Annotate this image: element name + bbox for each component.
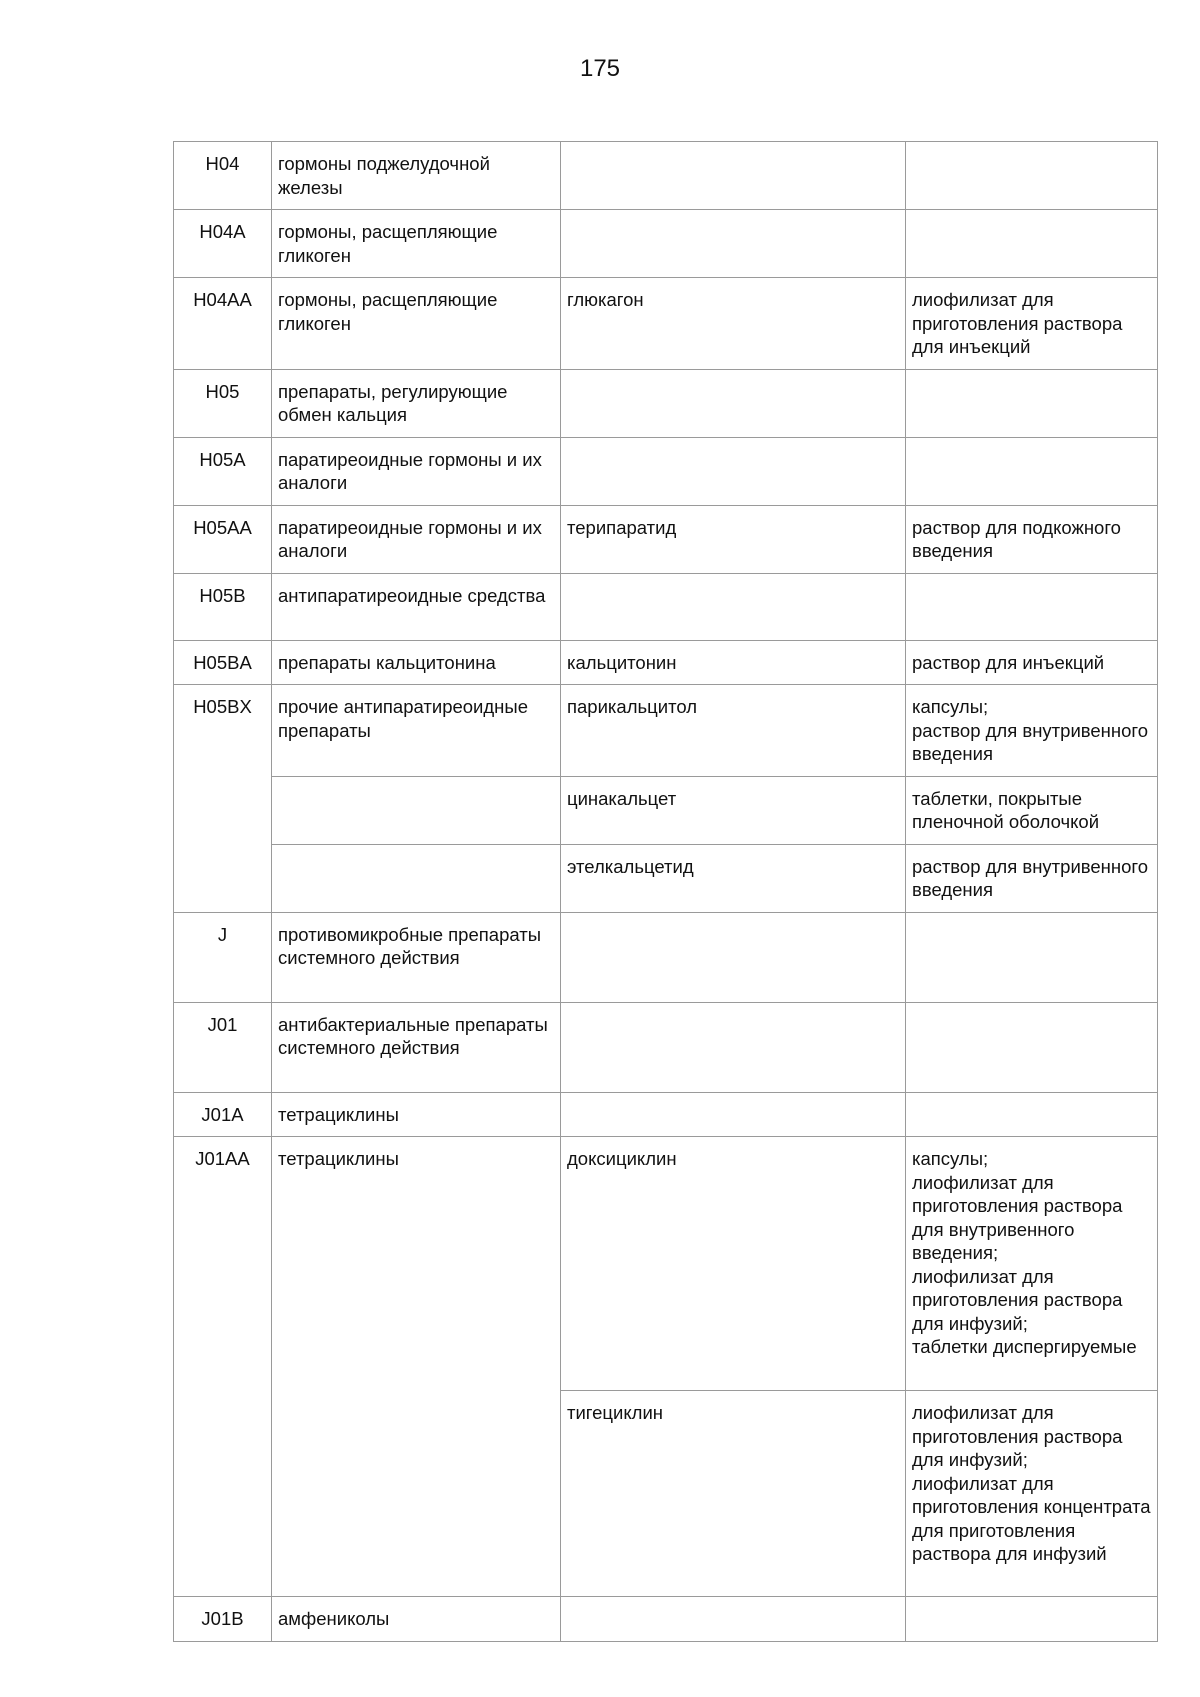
atc-code-cell: H05BA	[174, 640, 272, 685]
atc-code-cell: J01AA	[174, 1137, 272, 1597]
atc-code-cell: J01	[174, 1002, 272, 1092]
table-row	[174, 844, 1158, 912]
drug-name-cell: терипаратид	[561, 505, 906, 573]
table-row	[174, 505, 1158, 573]
drug-name-cell	[561, 369, 906, 437]
atc-code-cell: H05A	[174, 437, 272, 505]
drug-name-cell	[561, 1002, 906, 1092]
dosage-form-cell	[906, 142, 1158, 210]
group-name-cell: паратиреоидные гормоны и их аналоги	[272, 437, 561, 505]
group-name-cell	[272, 844, 561, 912]
drug-name-cell: парикальцитол	[561, 685, 906, 777]
dosage-form-cell	[906, 1597, 1158, 1642]
drug-name-cell	[561, 142, 906, 210]
dosage-form-cell: капсулы; раствор для внутривенного введения	[906, 685, 1158, 777]
atc-code-cell: J01A	[174, 1092, 272, 1137]
page-number: 175	[579, 55, 621, 82]
drug-name-cell: этелкальцетид	[561, 844, 906, 912]
group-name-cell: гормоны, расщепляющие гликоген	[272, 278, 561, 370]
group-name-cell: прочие антипаратиреоидные препараты	[272, 685, 561, 777]
atc-code-cell: H04A	[174, 210, 272, 278]
dosage-form-cell	[906, 369, 1158, 437]
group-name-cell: препараты кальцитонина	[272, 640, 561, 685]
table-row	[174, 1092, 1158, 1137]
group-name-cell: тетрациклины	[272, 1092, 561, 1137]
group-name-cell: антибактериальные препараты системного действия	[272, 1002, 561, 1092]
group-name-cell: паратиреоидные гормоны и их аналоги	[272, 505, 561, 573]
dosage-form-cell: раствор для подкожного введения	[906, 505, 1158, 573]
table-row	[174, 278, 1158, 370]
drug-name-cell	[561, 210, 906, 278]
drug-name-cell: тигециклин	[561, 1391, 906, 1597]
dosage-form-cell: лиофилизат для приготовления раствора для инфузий; лиофилизат для приготовления концентрата для приготовления раствора для инфузий	[906, 1391, 1158, 1597]
drug-name-cell: доксициклин	[561, 1137, 906, 1391]
group-name-cell: противомикробные препараты системного действия	[272, 912, 561, 1002]
atc-code-cell: H04	[174, 142, 272, 210]
atc-code-cell: H05BX	[174, 685, 272, 913]
atc-code-cell: J	[174, 912, 272, 1002]
dosage-form-cell	[906, 437, 1158, 505]
drug-name-cell: цинакальцет	[561, 776, 906, 844]
dosage-form-cell: капсулы; лиофилизат для приготовления раствора для внутривенного введения; лиофилизат для приготовления раствора для инфузий; таблетки диспергируемые	[906, 1137, 1158, 1391]
group-name-cell: гормоны поджелудочной железы	[272, 142, 561, 210]
drug-name-cell	[561, 573, 906, 640]
drug-name-cell	[561, 912, 906, 1002]
atc-code-cell: H05AA	[174, 505, 272, 573]
group-name-cell: антипаратиреоидные средства	[272, 573, 561, 640]
table-row	[174, 1137, 1158, 1391]
dosage-form-cell	[906, 912, 1158, 1002]
table-row	[174, 1597, 1158, 1642]
dosage-form-cell: раствор для внутривенного введения	[906, 844, 1158, 912]
table-row	[174, 776, 1158, 844]
dosage-form-cell: лиофилизат для приготовления раствора для инъекций	[906, 278, 1158, 370]
drug-name-cell: кальцитонин	[561, 640, 906, 685]
dosage-form-cell: раствор для инъекций	[906, 640, 1158, 685]
dosage-form-cell	[906, 210, 1158, 278]
group-name-cell	[272, 776, 561, 844]
group-name-cell: амфениколы	[272, 1597, 561, 1642]
dosage-form-cell	[906, 1092, 1158, 1137]
atc-code-cell: H05	[174, 369, 272, 437]
table-row	[174, 912, 1158, 1002]
table-row	[174, 437, 1158, 505]
atc-code-cell: J01B	[174, 1597, 272, 1642]
dosage-form-cell	[906, 573, 1158, 640]
atc-drug-table	[173, 141, 1158, 1642]
table-row	[174, 640, 1158, 685]
drug-name-cell: глюкагон	[561, 278, 906, 370]
atc-code-cell: H04AA	[174, 278, 272, 370]
table-row	[174, 573, 1158, 640]
table-row	[174, 1002, 1158, 1092]
table-row	[174, 210, 1158, 278]
drug-name-cell	[561, 1597, 906, 1642]
table-row	[174, 685, 1158, 777]
group-name-cell: тетрациклины	[272, 1137, 561, 1597]
dosage-form-cell	[906, 1002, 1158, 1092]
group-name-cell: препараты, регулирующие обмен кальция	[272, 369, 561, 437]
table-row	[174, 142, 1158, 210]
table-row	[174, 369, 1158, 437]
dosage-form-cell: таблетки, покрытые пленочной оболочкой	[906, 776, 1158, 844]
atc-code-cell: H05B	[174, 573, 272, 640]
drug-name-cell	[561, 437, 906, 505]
drug-name-cell	[561, 1092, 906, 1137]
group-name-cell: гормоны, расщепляющие гликоген	[272, 210, 561, 278]
